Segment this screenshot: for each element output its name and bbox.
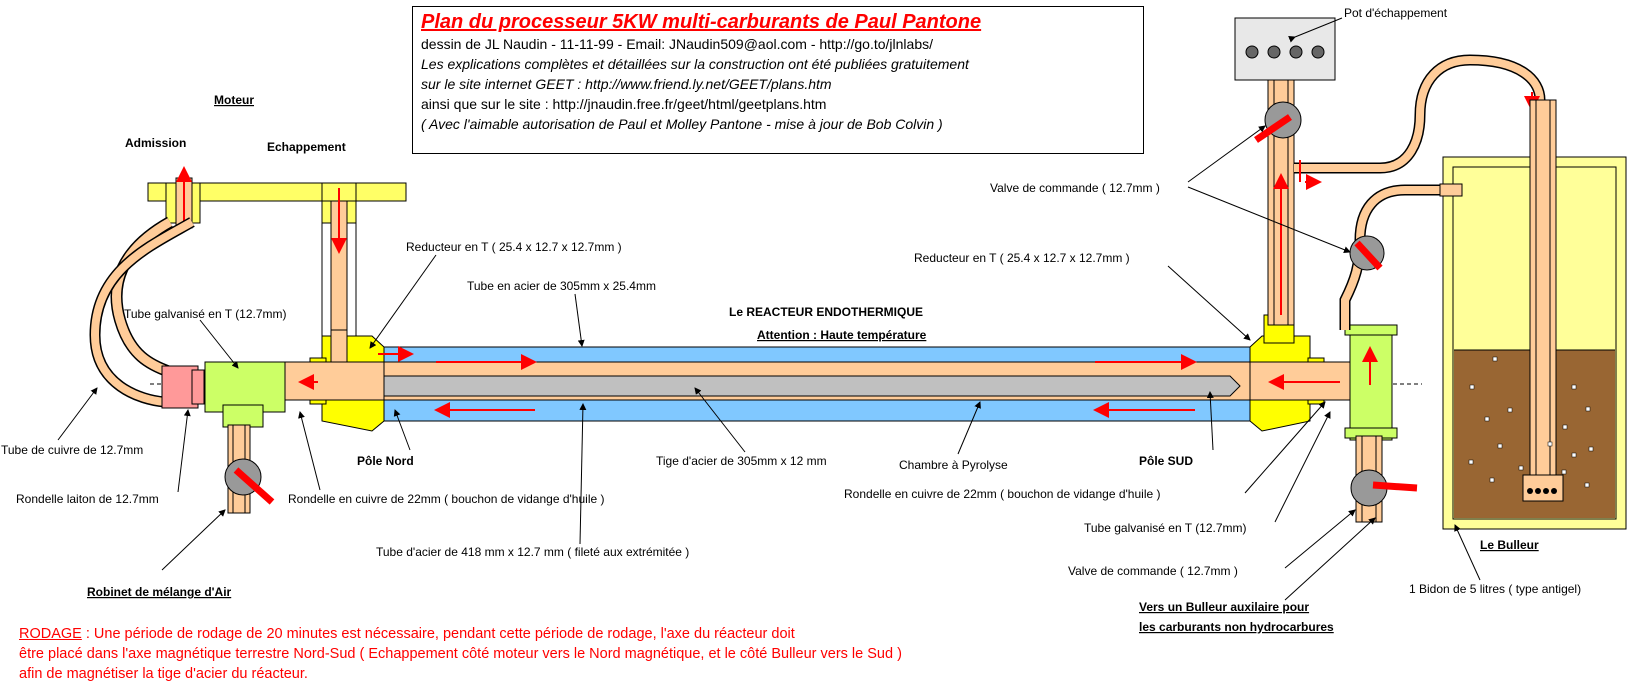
rodage-line2: être placé dans l'axe magnétique terrestre Nord-Sud ( Echappement côté moteur vers le Nord magnétique, et le côté Bulleur vers le Sud ) bbox=[19, 646, 902, 662]
rodage-line1: : Une période de rodage de 20 minutes est nécessaire, pendant cette période de rodage, l'axe du réacteur doit bbox=[81, 626, 795, 642]
bidon-label: 1 Bidon de 5 litres ( type antigel) bbox=[1409, 582, 1582, 596]
chambre-label: Chambre à Pyrolyse bbox=[899, 458, 1008, 472]
robinet-label: Robinet de mélange d'Air bbox=[87, 585, 232, 599]
tube-acier-418-label: Tube d'acier de 418 mm x 12.7 mm ( fileté aux extrémitée ) bbox=[376, 545, 690, 559]
pole-sud-label: Pôle SUD bbox=[1139, 454, 1194, 468]
reacteur-title: Le REACTEUR ENDOTHERMIQUE bbox=[729, 305, 924, 319]
info-line-5: ( Avec l'aimable autorisation de Paul et Molley Pantone - mise à jour de Bob Colvin ) bbox=[421, 116, 943, 132]
admission-label: Admission bbox=[125, 136, 187, 150]
rondelle-laiton-label: Rondelle laiton de 12.7mm bbox=[16, 492, 159, 506]
rodage-heading: RODAGE bbox=[19, 626, 82, 642]
valve-bottom-label: Valve de commande ( 12.7mm ) bbox=[1068, 564, 1238, 578]
bulleur-label: Le Bulleur bbox=[1480, 538, 1539, 552]
valve-top bbox=[1256, 102, 1301, 140]
info-line-4: ainsi que sur le site : http://jnaudin.free.fr/geet/html/geetplans.htm bbox=[421, 96, 827, 112]
pot-label: Pot d'échappement bbox=[1344, 6, 1448, 20]
moteur-label: Moteur bbox=[214, 93, 254, 107]
rodage-note bbox=[19, 624, 902, 684]
tube-cuivre-label: Tube de cuivre de 12.7mm bbox=[1, 443, 144, 457]
title-box bbox=[412, 6, 1144, 154]
rondelle-cuivre-right-label: Rondelle en cuivre de 22mm ( bouchon de vidange d'huile ) bbox=[844, 487, 1161, 501]
pole-nord-label: Pôle Nord bbox=[357, 454, 414, 468]
tige-label: Tige d'acier de 305mm x 12 mm bbox=[656, 454, 827, 468]
echappement-label: Echappement bbox=[267, 140, 346, 154]
rodage-line3: afin de magnétiser la tige d'acier du réacteur. bbox=[19, 666, 308, 682]
tube-acier-305-label: Tube en acier de 305mm x 25.4mm bbox=[467, 279, 656, 293]
bubbler-tank bbox=[1440, 100, 1626, 529]
valve-top-label: Valve de commande ( 12.7mm ) bbox=[990, 181, 1160, 195]
reducteur-right-label: Reducteur en T ( 25.4 x 12.7 x 12.7mm ) bbox=[914, 251, 1130, 265]
diagram-title: Plan du processeur 5KW multi-carburants de Paul Pantone bbox=[421, 11, 982, 33]
vers-bulleur-line1: Vers un Bulleur auxilaire pour bbox=[1139, 600, 1310, 614]
valve-bottom bbox=[1351, 470, 1417, 506]
attention-label: Attention : Haute température bbox=[757, 328, 927, 342]
info-line-3: sur le site internet GEET : http://www.friend.ly.net/GEET/plans.htm bbox=[421, 76, 832, 92]
info-line-2: Les explications complètes et détaillées sur la construction ont été publiées gratuitement bbox=[421, 56, 969, 72]
tube-galva-left-label: Tube galvanisé en T (12.7mm) bbox=[124, 307, 287, 321]
reducer-tee-left bbox=[285, 330, 384, 431]
reducteur-left-label: Reducteur en T ( 25.4 x 12.7 x 12.7mm ) bbox=[406, 240, 622, 254]
valve-middle bbox=[1350, 236, 1384, 270]
rondelle-cuivre-left-label: Rondelle en cuivre de 22mm ( bouchon de vidange d'huile ) bbox=[288, 492, 605, 506]
credit-line: dessin de JL Naudin - 11-11-99 - Email: JNaudin509@aol.com - http://go.to/jlnlabs/ bbox=[421, 36, 933, 52]
reducer-tee-right bbox=[1250, 315, 1360, 431]
steel-rod bbox=[383, 376, 1240, 396]
tube-galva-right-label: Tube galvanisé en T (12.7mm) bbox=[1084, 521, 1247, 535]
vers-bulleur-line2: les carburants non hydrocarbures bbox=[1139, 620, 1334, 634]
